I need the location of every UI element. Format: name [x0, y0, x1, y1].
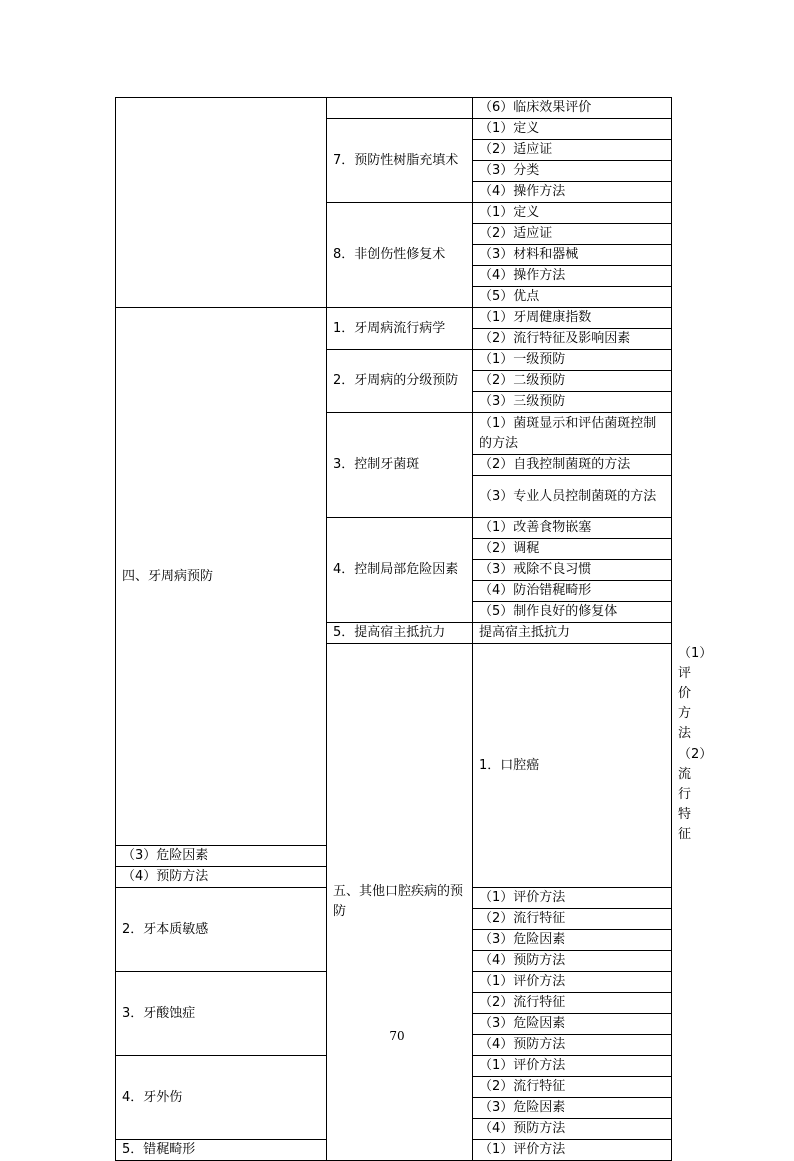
topic-cell: 3．控制牙菌斑 [327, 413, 473, 518]
topic-cell: 1．牙周病流行病学 [327, 308, 473, 350]
item-cell: （2）适应证 [473, 140, 672, 161]
item-cell: （2）二级预防 [473, 371, 672, 392]
item-cell: （3）戒除不良习惯 [473, 560, 672, 581]
item-cell: （3）三级预防 [473, 392, 672, 413]
item-cell: （2）流行特征 [473, 993, 672, 1014]
item-cell: （3）危险因素 [116, 846, 327, 867]
item-cell: （1）牙周健康指数 [473, 308, 672, 329]
item-cell: （1）改善食物嵌塞 [473, 518, 672, 539]
item-cell: （3）危险因素 [473, 1098, 672, 1119]
item-cell: （3）分类 [473, 161, 672, 182]
item-cell: （1）一级预防 [473, 350, 672, 371]
item-cell: （1）评价方法 [473, 1056, 672, 1077]
topic-cell: 5．错䅏畸形 [116, 1140, 327, 1161]
item-cell: （4）预防方法 [116, 867, 327, 888]
topic-cell: 4．控制局部危险因素 [327, 518, 473, 623]
item-cell: （2）流行特征 [473, 909, 672, 930]
item-cell: （3）危险因素 [473, 1014, 672, 1035]
item-cell: （1）菌斑显示和评估菌斑控制的方法 [473, 413, 672, 455]
topic-cell: 7．预防性树脂充填术 [327, 119, 473, 203]
item-cell: （5）制作良好的修复体 [473, 602, 672, 623]
item-cell: （1）评价方法 [473, 972, 672, 993]
topic-cell: 2．牙本质敏感 [116, 888, 327, 972]
item-cell: （1）评价方法 [473, 1140, 672, 1161]
topic-cell: 1．口腔癌 [473, 644, 672, 888]
item-cell: （2）调䅏 [473, 539, 672, 560]
topic-cell: 4．牙外伤 [116, 1056, 327, 1140]
item-cell: （1）评价方法 [473, 888, 672, 909]
item-cell: （5）优点 [473, 287, 672, 308]
item-cell: （4）操作方法 [473, 266, 672, 287]
item-cell: （2）流行特征 [473, 1077, 672, 1098]
item-cell: （6）临床效果评价 [473, 98, 672, 119]
item-cell: （1）定义 [473, 203, 672, 224]
item-cell: （2）流行特征及影响因素 [473, 329, 672, 350]
syllabus-table: （6）临床效果评价 7．预防性树脂充填术 （1）定义 （2）适应证 （3）分类 （4）操作方法 8．非创伤性修复术 （1）定义 （2）适应证 （3）材料和器械 （4）操作方法 （5）优点 四、牙周病预防 1．牙周病流行病学 （1）牙周健康指数 （2）流行特征及影响因素 2．牙周病的分级预防 （1）一级预防 （2）二级预防 （3）三级预防 3．控制牙菌斑 （1）菌斑显示和评估菌斑控制的方法 （2）自我控制菌斑的方法 （3）专业人员控制菌斑的方法 4．控制局部危险因素 （1）改善食物嵌塞 （2）调䅏 （3）戒除不良习惯 （4）防治错䅏畸形 （5）制作良好的修复体 5．提高宿主抵抗力 提高宿主抵抗力 五、其他口腔疾病的预防 1．口腔癌 （1）评价方法 （2）流行特征 （3）危险因素 （4）预防方法 2．牙本质敏感 （1）评价方法 （2）流行特征 （3）危险因素 （4）预防方法 3．牙酸蚀症 （1）评价方法 （2）流行特征 （3）危险因素 （4）预防方法 4．牙外伤 （1）评价方法 （2）流行特征 （3）危险因素 （4）预防方法 5．错䅏畸形 （1）评价方法 [115, 97, 672, 1161]
item-cell: （4）防治错䅏畸形 [473, 581, 672, 602]
item-cell: （2）适应证 [473, 224, 672, 245]
topic-cell-continued [327, 98, 473, 119]
item-cell: （1）定义 [473, 119, 672, 140]
section-cell-continued [116, 98, 327, 308]
item-cell: （4）预防方法 [473, 1119, 672, 1140]
item-cell: （4）操作方法 [473, 182, 672, 203]
item-cell: （4）预防方法 [473, 1035, 672, 1056]
item-cell: （4）预防方法 [473, 951, 672, 972]
topic-cell: 2．牙周病的分级预防 [327, 350, 473, 413]
topic-cell: 5．提高宿主抵抗力 [327, 623, 473, 644]
section-cell: 四、牙周病预防 [116, 308, 327, 846]
item-cell: （3）危险因素 [473, 930, 672, 951]
item-cell: 提高宿主抵抗力 [473, 623, 672, 644]
item-cell: （3）专业人员控制菌斑的方法 [473, 476, 672, 518]
topic-cell: 3．牙酸蚀症 [116, 972, 327, 1056]
topic-cell: 8．非创伤性修复术 [327, 203, 473, 308]
item-cell: （3）材料和器械 [473, 245, 672, 266]
item-cell: （2）自我控制菌斑的方法 [473, 455, 672, 476]
page-number: 70 [389, 1029, 405, 1043]
section-cell: 五、其他口腔疾病的预防 [327, 644, 473, 1161]
